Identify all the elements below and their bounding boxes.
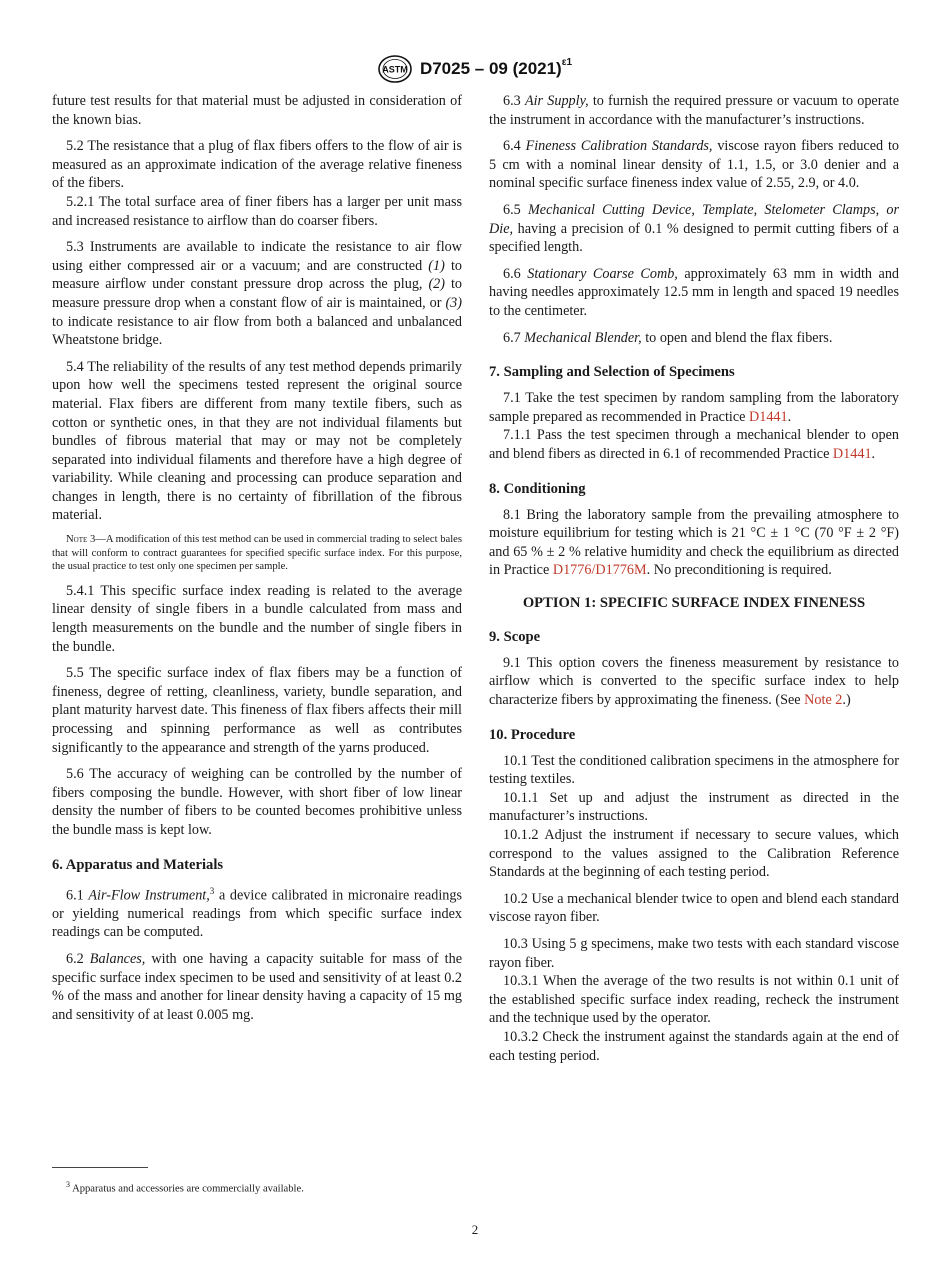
paragraph-10-1: 10.1 Test the conditioned calibration specimens in the atmosphere for testing textiles.	[489, 752, 899, 788]
document-id: D7025 – 09 $(2021)^{\varepsilon 1}$	[419, 57, 573, 78]
section-10-heading: 10. Procedure	[489, 726, 576, 743]
paragraph-5-6: 5.6 The accuracy of weighing can be controlled by the number of fibers composing the bundle. However, with short fiber of low linear density the number of fibers to be counted becomes prohibitive unless the bundle mass is kept low.	[52, 766, 462, 838]
paragraph-10-3-2: 10.3.2 Check the instrument against the standards again at the end of each testing period.	[489, 1028, 899, 1064]
paragraph-10-1-1: 10.1.1 Set up and adjust the instrument as directed in the manufacturer’s instructions.	[489, 789, 899, 825]
section-9-heading: 9. Scope	[489, 628, 541, 645]
paragraph-10-3-1: 10.3.1 When the average of the two results is not within 0.1 unit of the established specific surface index reading, recheck the instrument and the technique used by the operator.	[489, 973, 899, 1027]
paragraph-10-1-2: 10.1.2 Adjust the instrument if necessary to secure values, which correspond to the values assigned to the Calibration Reference Standards at the beginning of each testing period.	[489, 827, 899, 881]
link-d1776[interactable]: D1776/D1776M	[552, 562, 647, 579]
link-d1441-2[interactable]: D1441	[832, 445, 872, 462]
paragraph-6-2: 6.2 Balances, with one having a capacity suitable for mass of the specific surface index specimen to be used and sensitivity of at least 0.2 % of the mass and another for linear density having a capacity of 15 mg and sensitivity of at least 0.005 mg.	[52, 951, 463, 1023]
option-1-heading: OPTION 1: SPECIFIC SURFACE INDEX FINENESS	[522, 594, 866, 611]
paragraph-6-5: 6.5 Mechanical Cutting Device, Template, Stelometer Clamps, or Die, having a precision of 0.1 % designed to permit cutting fibers of a specified length.	[489, 201, 900, 256]
note-3: Note 3—A modification of this test method can be used in commercial trading to select bales that will conform to contract guarantees for specified specific surface index. For this purpose, the usual practice to test only one specimen per sample.	[52, 534, 462, 573]
footnote-3: $^3$ Apparatus and accessories are commercially available.	[66, 1180, 304, 1195]
section-8-heading: 8. Conditioning	[489, 480, 586, 497]
logo-text: ASTM	[382, 64, 408, 75]
paragraph-10-3: 10.3 Using 5 g specimens, make two tests with each standard viscose rayon fiber.	[489, 936, 899, 971]
paragraph-7-1-1: 7.1.1 Pass the test specimen through a mechanical blender to open and blend fibers as directed in 6.1 of recommended Practice D1441.	[489, 427, 899, 462]
section-6-heading: 6. Apparatus and Materials	[52, 856, 224, 873]
paragraph-6-4: 6.4 Fineness Calibration Standards, viscose rayon fibers reduced to 5 cm with a nominal linear density of 1.1, 1.5, or 3.0 denier and a nominal specific surface fineness index value of 2.55, 2.9, or 4.0.	[489, 138, 899, 192]
page-header	[0, 54, 950, 84]
paragraph-9-1: 9.1 This option covers the fineness measurement by resistance to airflow which is converted to the specific surface index to help characterize fibers by approximating the fineness. (See Note 2.)	[489, 654, 899, 709]
paragraph-5-2: 5.2 The resistance that a plug of flax fibers offers to the flow of air is measured as an approximate indication of the average relative fineness of the fibers.	[52, 138, 462, 192]
paragraph-6-3: 6.3 Air Supply, to furnish the required pressure or vacuum to operate the instrument in accordance with the manufacturer’s instructions.	[489, 93, 899, 128]
paragraph-6-6: 6.6 Stationary Coarse Comb, approximately 63 mm in width and having needles approximately 12.5 mm in length and spaced 19 needles to the centimeter.	[489, 265, 900, 319]
paragraph-5-4-1: 5.4.1 This specific surface index reading is related to the average linear density of single fibers in a bundle calculated from mass and length measurements on the bundle and the number of single fibers in the bundle.	[52, 582, 462, 655]
link-note-2[interactable]: Note 2	[804, 692, 843, 709]
page-number: 2	[471, 1222, 479, 1237]
link-d1441[interactable]: D1441	[749, 408, 788, 425]
right-column	[489, 92, 899, 1073]
paragraph-5-2-1: 5.2.1 The total surface area of finer fibers has a larger per unit mass and increased resistance to airflow than do coarser fibers.	[52, 193, 462, 229]
paragraph-5-3: 5.3 Instruments are available to indicate the resistance to air flow using either compressed air or a vacuum; and are constructed (1) to measure airflow under constant pressure drop across the plug, (2) to measure pressure drop when a constant flow of air is maintained, or (3) to indicate resistance to air flow from both a balanced and unbalanced Wheatstone bridge.	[52, 239, 462, 349]
paragraph-10-2: 10.2 Use a mechanical blender twice to open and blend each standard viscose rayon fiber.	[489, 890, 899, 926]
paragraph-5-4: 5.4 The reliability of the results of any test method depends primarily upon how well the specimens tested represent the original source material. Flax fibers are different from many textile fibers, such as cotton or synthetic ones, in that they are not individual filaments but bundles of fibrous material that may or may not be completely separated into individual filaments and therefore have a high degree of variability. While cleaning and processing can produce separation and changes in length, there is no certainty of fibrillation of the fibrous material.	[52, 358, 462, 524]
paragraph-continuation: future test results for that material must be adjusted in consideration of the known bias.	[52, 93, 462, 128]
paragraph-6-7: 6.7 Mechanical Blender, to open and blend the flax fibers.	[503, 329, 833, 346]
section-7-heading: 7. Sampling and Selection of Specimens	[489, 364, 735, 381]
astm-logo-icon	[378, 55, 412, 83]
footnote-divider	[52, 1167, 148, 1168]
paragraph-8-1: 8.1 Bring the laboratory sample from the prevailing atmosphere to moisture equilibrium for testing which is 21 °C ± 1 °C (70 °F ± 2 °F) and 65 % ± 2 % relative humidity and check the equilibrium as directed in Practice D1776/D1776M. No preconditioning is required.	[489, 506, 899, 579]
paragraph-6-1: 6.1 Air-Flow Instrument,$^3$ a device calibrated in micronaire readings or yielding numerical readings from which specific surface index readings can be computed.	[52, 885, 462, 941]
paragraph-5-5: 5.5 The specific surface index of flax fibers may be a function of fineness, degree of retting, cleanliness, variety, bundle separation, and plant maturity harvest date. This fineness of flax fibers affects their mill processing and spinning performance as well as contributes significantly to the appearance and strength of the yarns produced.	[52, 665, 462, 756]
paragraph-7-1: 7.1 Take the test specimen by random sampling from the laboratory sample prepared as recommended in Practice D1441.	[489, 390, 899, 425]
left-column	[52, 92, 462, 1032]
